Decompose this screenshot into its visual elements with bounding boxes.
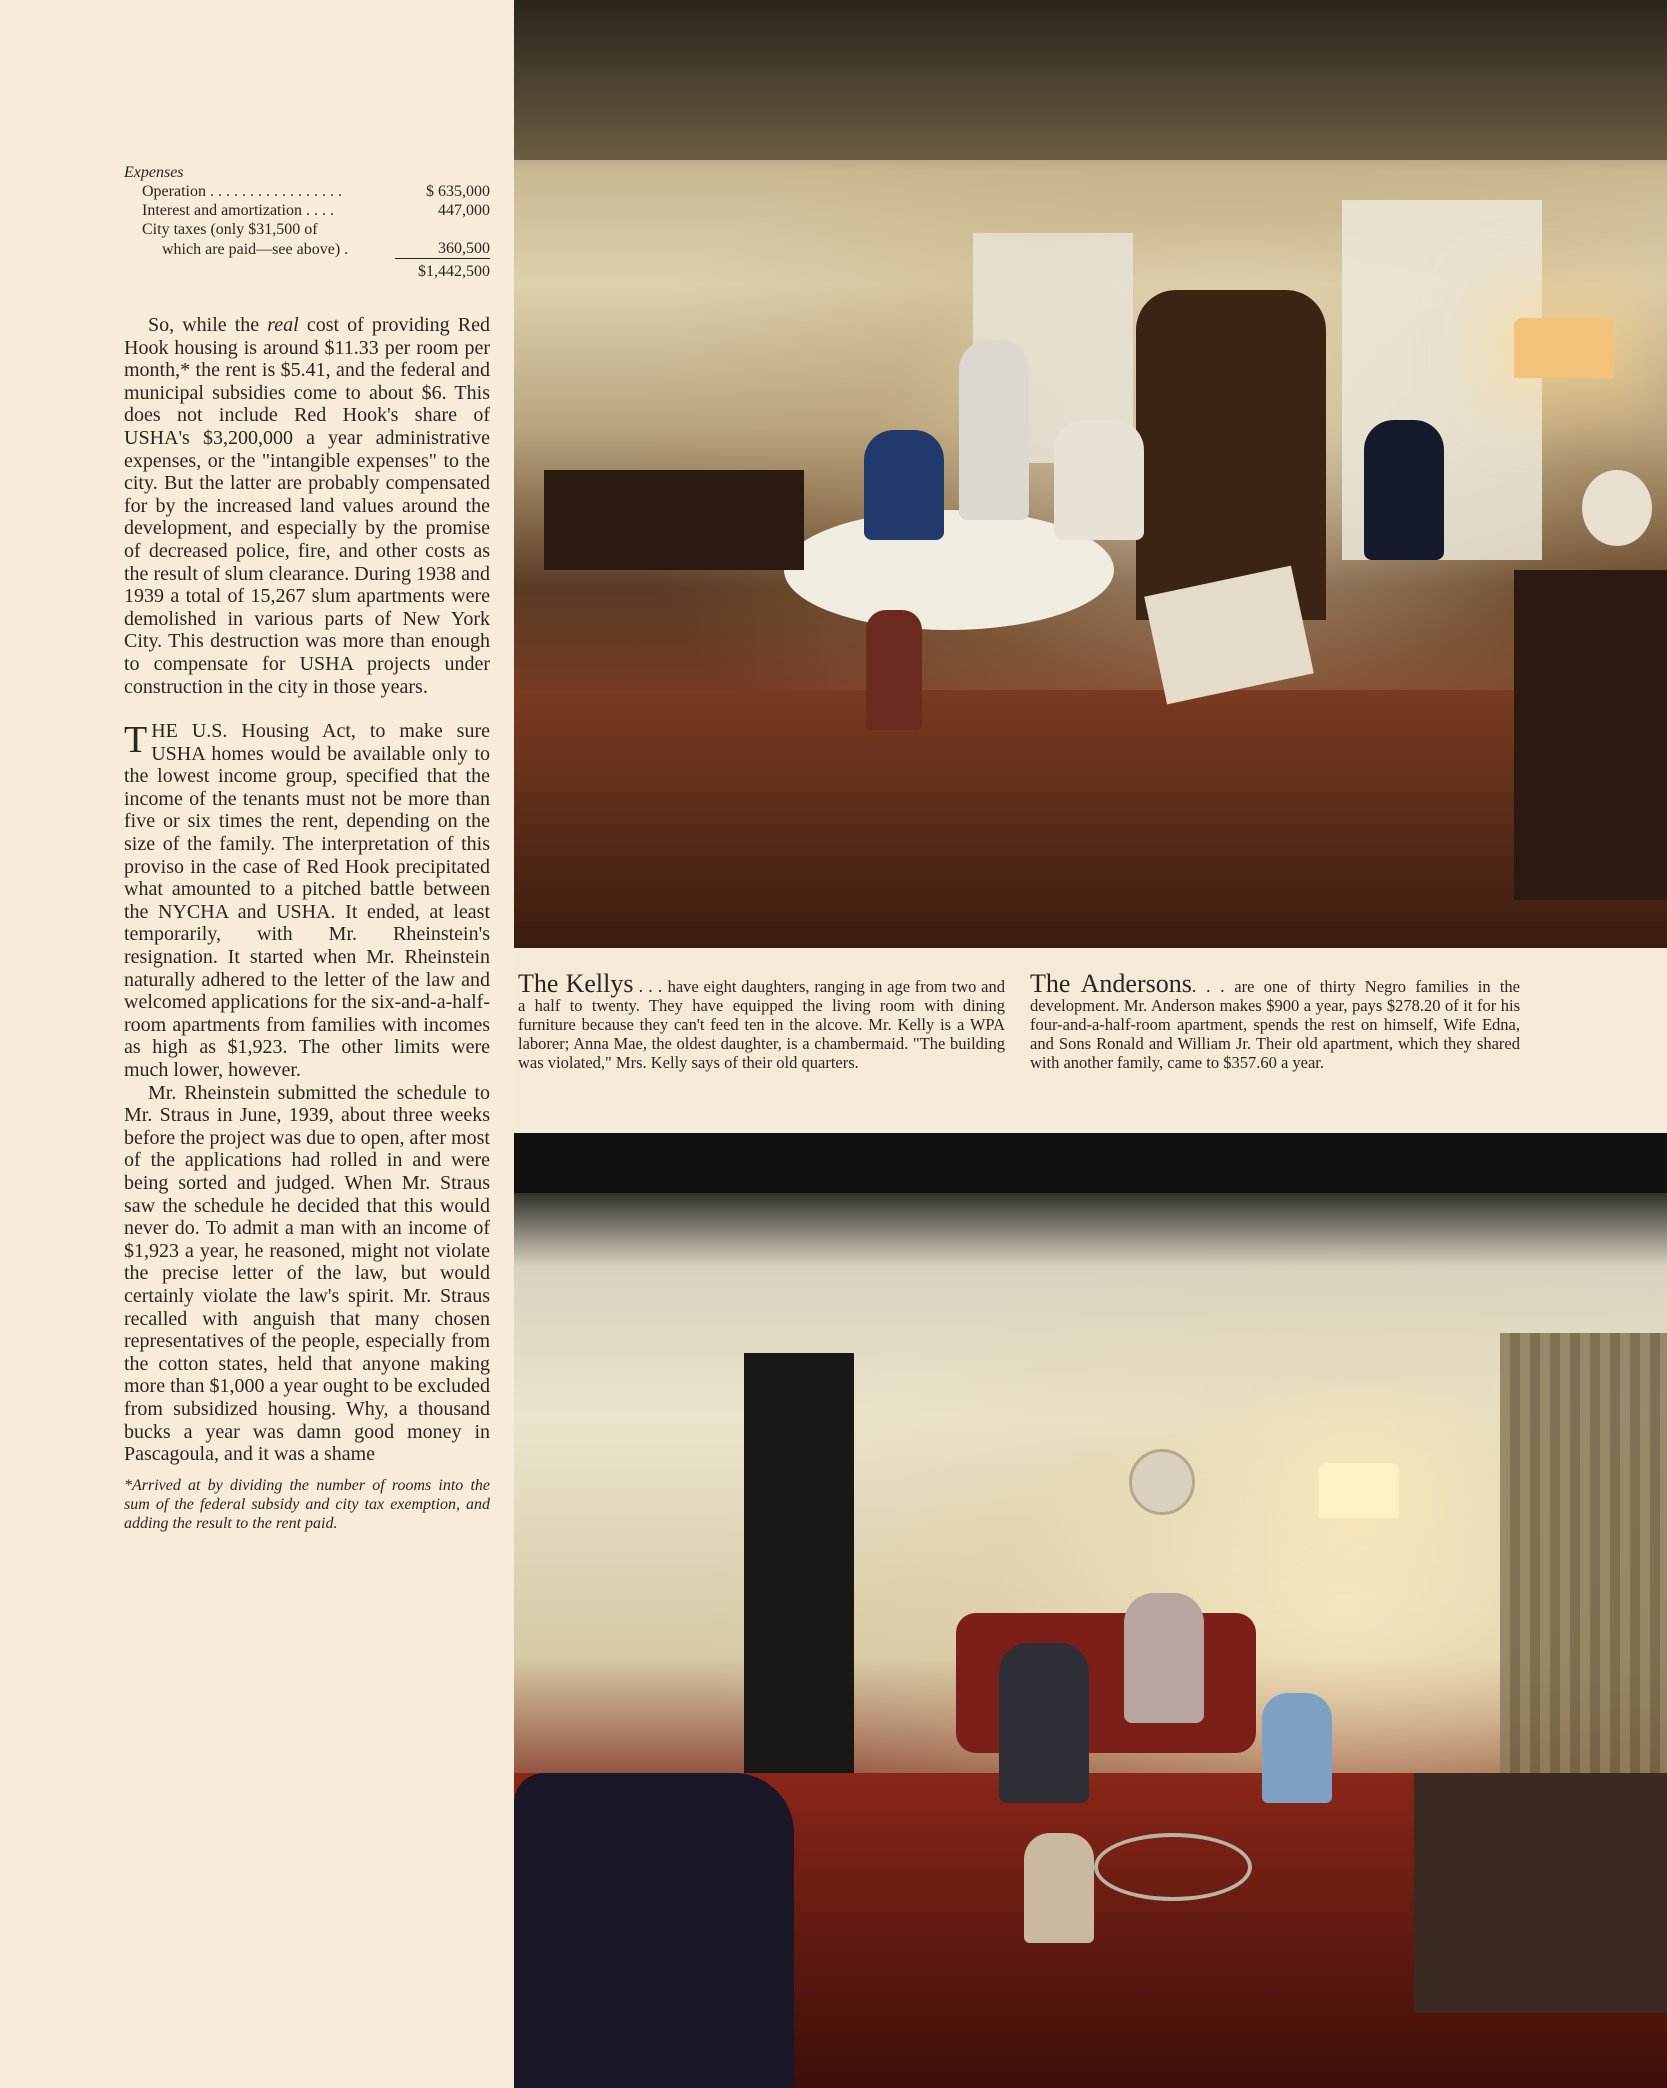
seated-man-figure bbox=[1054, 420, 1144, 540]
expense-label: Operation . . . . . . . . . . . . . . . . . bbox=[142, 183, 342, 200]
expenses-heading: Expenses bbox=[124, 164, 184, 181]
article-paragraph-3 bbox=[124, 1082, 490, 1466]
caption-dots: . . . bbox=[633, 976, 668, 996]
kellys-caption bbox=[518, 969, 1006, 1072]
caption-title: The Andersons bbox=[1030, 969, 1192, 998]
seated-girl-figure bbox=[864, 430, 944, 540]
window-drapes bbox=[1500, 1333, 1667, 1803]
table-row bbox=[124, 201, 490, 220]
table-row bbox=[124, 182, 490, 201]
table-row bbox=[124, 220, 490, 239]
expenses-table bbox=[124, 182, 490, 281]
paragraph-text: So, while the bbox=[148, 314, 268, 336]
wardrobe bbox=[1136, 290, 1326, 620]
round-mirror bbox=[1129, 1449, 1195, 1515]
standing-woman-figure bbox=[959, 340, 1029, 520]
expense-label: which are paid—see above) . bbox=[162, 240, 349, 258]
article-paragraph-1 bbox=[124, 314, 490, 698]
doorway bbox=[744, 1353, 854, 1793]
side-cabinet bbox=[1514, 570, 1667, 900]
caption-text: have eight daughters, ranging in age from two and a half to twenty. They have equipped the living room with dining furniture because they can't feed ten in the alcove. Mr. Kelly is a WPA laborer; Anna Mae, the oldest daughter, is a chambermaid. "The building was violated," Mrs. Kelly says of their old quarters. bbox=[518, 977, 1006, 1072]
vase bbox=[1582, 470, 1652, 546]
expense-amount bbox=[395, 220, 490, 239]
caption-dots: . . . bbox=[1191, 976, 1235, 996]
toy-train-track bbox=[1094, 1833, 1252, 1901]
drop-cap: T bbox=[124, 719, 148, 762]
sideboard bbox=[544, 470, 804, 570]
italic-word: real bbox=[267, 314, 299, 336]
anderson-family-photo bbox=[514, 1133, 1667, 2088]
article-body bbox=[124, 314, 490, 1549]
ceiling-shadow bbox=[514, 0, 1667, 160]
article-paragraph-2 bbox=[124, 720, 490, 1082]
paragraph-text: cost of providing Red Hook housing is around $11.33 per room per month,* the rent is $5.41, and the federal and municipal subsidies come to about $6. This does not include Red Hook's share of USHA's $3,200,000 a year administrative expenses, or the "intangible expenses" to the city. But the latter are probably compensated for by the increased land values around the development, and especially by the promise of decreased police, fire, and other costs as the result of slum clearance. During 1938 and 1939 a total of 15,267 slum apartments were demolished in various parts of New York City. This destruction was more than enough to compensate for USHA projects under construction in the city in those years. bbox=[124, 314, 490, 698]
expense-amount: $ 635,000 bbox=[426, 183, 490, 200]
seated-woman-figure bbox=[1364, 420, 1444, 560]
small-boy-figure bbox=[1024, 1833, 1094, 1943]
paragraph-text: Mr. Rheinstein submitted the schedule to Mr. Straus in June, 1939, about three weeks before the project was due to open, after most of the applications had rolled in and were being sorted and judged. When Mr. Straus saw the schedule he decided that this would never do. To admit a man with an income of $1,923 a year, he reasoned, might not violate the precise letter of the law, but would certainly violate the law's spirit. Mr. Straus recalled with anguish that many chosen representatives of the people, especially from the cotton states, held that anyone making more than $1,000 a year ought to be excluded from subsidized housing. Why, a thousand bucks a year was damn good money in Pascagoula, and it was a shame bbox=[124, 1081, 490, 1466]
floor-lamp-shade bbox=[1319, 1463, 1399, 1518]
caption-title: The Kellys bbox=[518, 969, 634, 998]
expense-label: Interest and amortization . . . . bbox=[142, 202, 334, 219]
left-text-column bbox=[0, 0, 513, 2088]
expense-label: City taxes (only $31,500 of bbox=[142, 221, 318, 238]
lamp-shade bbox=[1514, 318, 1614, 378]
expense-amount: 447,000 bbox=[438, 202, 490, 219]
andersons-caption bbox=[1030, 969, 1520, 1072]
man-figure bbox=[999, 1643, 1089, 1803]
ceiling-beam bbox=[514, 1133, 1667, 1193]
patterned-rug bbox=[514, 690, 1667, 948]
boy-figure bbox=[1262, 1693, 1332, 1803]
caption-text: are one of thirty Negro families in the development. Mr. Anderson makes $900 a year, pays $278.20 of it for his four-and-a-half-room apartment, spends the rest on himself, Wife Edna, and Sons Ronald and William Jr. Their old apartment, which they shared with another family, came to $357.60 a year. bbox=[1030, 977, 1520, 1072]
kelly-family-photo bbox=[514, 0, 1667, 948]
paragraph-text: HE U.S. Housing Act, to make sure USHA homes would be available only to the lowest income group, specified that the income of the tenants must not be more than five or six times the rent, depending on the size of the family. The interpretation of this proviso in the case of Red Hook precipitated what amounted to a pitched battle between the NYCHA and USHA. It ended, at least temporarily, with Mr. Rheinstein's resignation. It started when Mr. Rheinstein naturally adhered to the letter of the law and welcomed applications for the six-and-a-half-room apartments from families with incomes as high as $1,923. The other limits were much lower, however. bbox=[124, 720, 490, 1081]
expense-total: $1,442,500 bbox=[395, 259, 490, 282]
footnote: *Arrived at by dividing the number of rooms into the sum of the federal subsidy and city tax exemption, and adding the result to the rent paid. bbox=[124, 1476, 490, 1532]
table-row bbox=[124, 259, 490, 282]
side-chair bbox=[1414, 1773, 1667, 2013]
woman-figure bbox=[1124, 1593, 1204, 1723]
small-child-figure bbox=[866, 610, 922, 730]
dark-armchair bbox=[514, 1773, 794, 2088]
expense-amount: 360,500 bbox=[438, 240, 490, 257]
expenses-table-block bbox=[124, 164, 490, 281]
table-row bbox=[124, 239, 490, 259]
